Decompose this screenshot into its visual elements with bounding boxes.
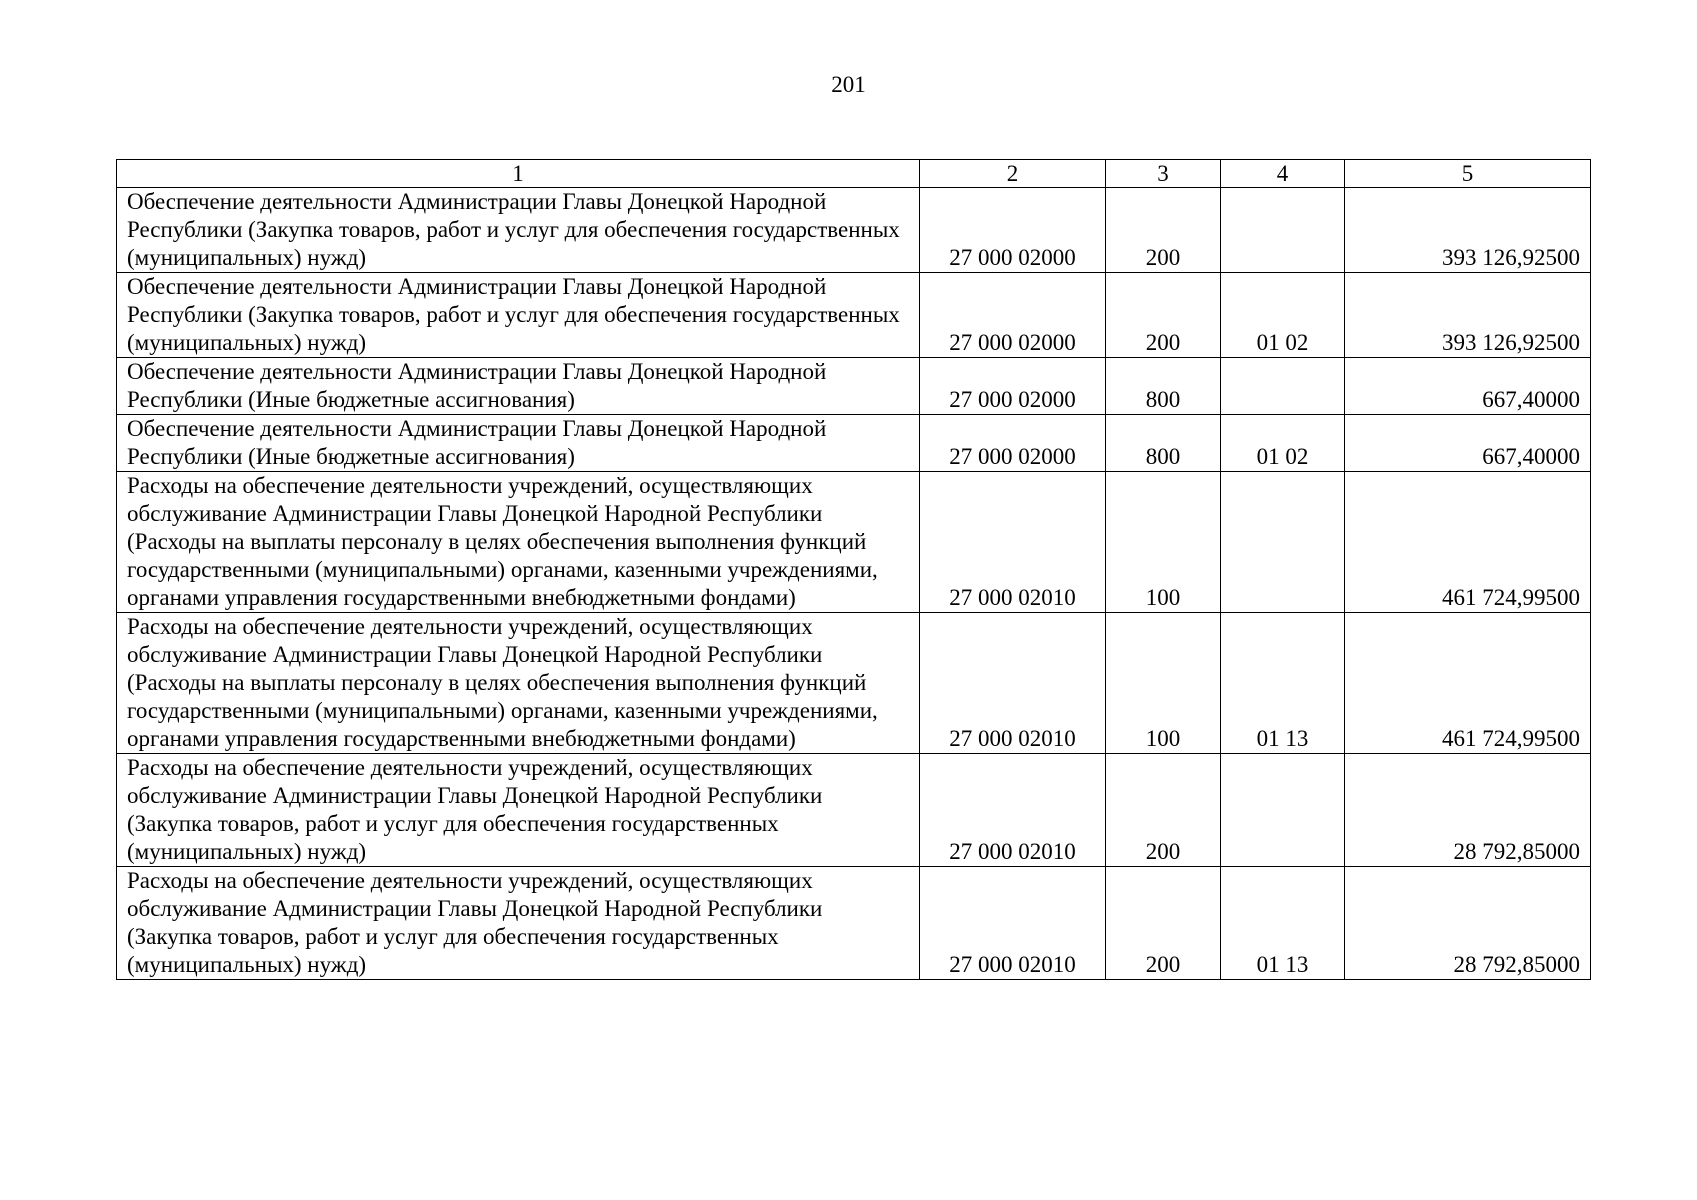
row-section-code: 01 02 <box>1221 273 1345 358</box>
row-amount: 393 126,92500 <box>1345 273 1591 358</box>
row-section-code <box>1221 358 1345 415</box>
table-row <box>117 472 1591 613</box>
row-target-code: 27 000 02000 <box>920 358 1106 415</box>
row-expense-type: 200 <box>1106 273 1221 358</box>
table-row <box>117 754 1591 867</box>
row-amount: 461 724,99500 <box>1345 472 1591 613</box>
row-amount: 667,40000 <box>1345 358 1591 415</box>
row-description: Расходы на обеспечение деятельности учреждений, осуществляющих обслуживание Администрации Главы Донецкой Народной Республики (Расходы на выплаты персоналу в целях обеспечения выполнения функций государственными (муниципальными) органами, казенными учреждениями, органами управления государственными внебюджетными фондами) <box>117 613 920 754</box>
row-target-code: 27 000 02000 <box>920 415 1106 472</box>
column-header: 3 <box>1106 160 1221 188</box>
table-row <box>117 273 1591 358</box>
row-section-code: 01 13 <box>1221 613 1345 754</box>
column-header: 1 <box>117 160 920 188</box>
row-target-code: 27 000 02010 <box>920 867 1106 980</box>
row-target-code: 27 000 02010 <box>920 613 1106 754</box>
row-description: Обеспечение деятельности Администрации Главы Донецкой Народной Республики (Закупка товаров, работ и услуг для обеспечения государственных (муниципальных) нужд) <box>117 273 920 358</box>
row-section-code <box>1221 754 1345 867</box>
row-target-code: 27 000 02010 <box>920 472 1106 613</box>
row-amount: 667,40000 <box>1345 415 1591 472</box>
row-target-code: 27 000 02010 <box>920 754 1106 867</box>
row-description: Расходы на обеспечение деятельности учреждений, осуществляющих обслуживание Администрации Главы Донецкой Народной Республики (Закупка товаров, работ и услуг для обеспечения государственных (муниципальных) нужд) <box>117 754 920 867</box>
row-expense-type: 100 <box>1106 472 1221 613</box>
table-row <box>117 358 1591 415</box>
table-row <box>117 188 1591 273</box>
row-description: Расходы на обеспечение деятельности учреждений, осуществляющих обслуживание Администрации Главы Донецкой Народной Республики (Расходы на выплаты персоналу в целях обеспечения выполнения функций государственными (муниципальными) органами, казенными учреждениями, органами управления государственными внебюджетными фондами) <box>117 472 920 613</box>
row-expense-type: 800 <box>1106 358 1221 415</box>
row-description: Обеспечение деятельности Администрации Главы Донецкой Народной Республики (Закупка товаров, работ и услуг для обеспечения государственных (муниципальных) нужд) <box>117 188 920 273</box>
row-amount: 28 792,85000 <box>1345 754 1591 867</box>
row-section-code: 01 13 <box>1221 867 1345 980</box>
row-description: Обеспечение деятельности Администрации Главы Донецкой Народной Республики (Иные бюджетные ассигнования) <box>117 358 920 415</box>
column-header: 2 <box>920 160 1106 188</box>
row-expense-type: 200 <box>1106 188 1221 273</box>
row-expense-type: 100 <box>1106 613 1221 754</box>
row-amount: 393 126,92500 <box>1345 188 1591 273</box>
row-section-code <box>1221 472 1345 613</box>
row-amount: 461 724,99500 <box>1345 613 1591 754</box>
row-section-code <box>1221 188 1345 273</box>
row-expense-type: 200 <box>1106 867 1221 980</box>
table-row <box>117 613 1591 754</box>
table-header-row <box>117 160 1591 188</box>
table-row <box>117 415 1591 472</box>
row-description: Расходы на обеспечение деятельности учреждений, осуществляющих обслуживание Администрации Главы Донецкой Народной Республики (Закупка товаров, работ и услуг для обеспечения государственных (муниципальных) нужд) <box>117 867 920 980</box>
row-target-code: 27 000 02000 <box>920 188 1106 273</box>
row-section-code: 01 02 <box>1221 415 1345 472</box>
page-number: 201 <box>831 72 866 97</box>
column-header: 5 <box>1345 160 1591 188</box>
row-amount: 28 792,85000 <box>1345 867 1591 980</box>
row-description: Обеспечение деятельности Администрации Главы Донецкой Народной Республики (Иные бюджетные ассигнования) <box>117 415 920 472</box>
row-expense-type: 800 <box>1106 415 1221 472</box>
table-row <box>117 867 1591 980</box>
row-target-code: 27 000 02000 <box>920 273 1106 358</box>
column-header: 4 <box>1221 160 1345 188</box>
row-expense-type: 200 <box>1106 754 1221 867</box>
budget-table <box>116 159 1591 980</box>
